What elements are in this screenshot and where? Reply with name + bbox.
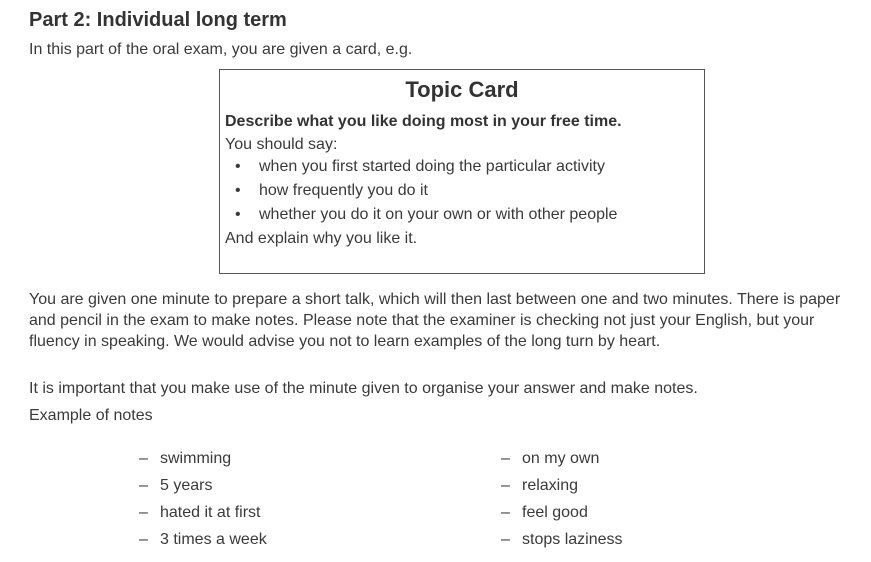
note-item [501, 504, 623, 531]
note-item [501, 477, 623, 504]
dash-icon: – [139, 504, 148, 521]
card-title: Topic Card [405, 77, 519, 102]
notes-list-left [139, 450, 267, 558]
note-text: on my own [522, 450, 600, 467]
card-should-say: You should say: [225, 136, 338, 153]
card-closing: And explain why you like it. [225, 230, 418, 247]
note-item [139, 450, 267, 477]
note-item [139, 504, 267, 531]
advice-paragraph: It is important that you make use of the minute given to organise your answer and make notes. [29, 380, 698, 397]
dash-icon: – [501, 477, 510, 494]
note-item [139, 477, 267, 504]
notes-list-right [501, 450, 623, 558]
dash-icon: – [501, 504, 510, 521]
dash-icon: – [139, 450, 148, 467]
instructions-paragraph: You are given one minute to prepare a short talk, which will then last between one and two minutes. There is paper and pencil in the exam to make notes. Please note that the examiner is checking not just your English, but your fluency in speaking. We would advise you not to learn examples of the long turn by heart. [29, 291, 841, 350]
card-bullet [235, 182, 699, 200]
notes-label: Example of notes [29, 407, 153, 424]
dash-icon: – [139, 531, 148, 548]
card-bullet-text: how frequently you do it [259, 182, 428, 199]
note-item [501, 450, 623, 477]
note-text: 5 years [160, 477, 213, 494]
dash-icon: – [501, 531, 510, 548]
card-bullet-text: whether you do it on your own or with other people [259, 206, 618, 223]
note-text: swimming [160, 450, 232, 467]
card-bullet [235, 158, 699, 176]
bullet-dot-icon: • [235, 182, 241, 199]
card-bullet [235, 206, 699, 224]
note-item [501, 531, 623, 558]
note-text: feel good [522, 504, 588, 521]
note-text: stops laziness [522, 531, 623, 548]
note-text: hated it at first [160, 504, 261, 521]
card-bullet-text: when you first started doing the particular activity [259, 158, 605, 175]
note-text: 3 times a week [160, 531, 267, 548]
note-item [139, 531, 267, 558]
card-instruction: Describe what you like doing most in your free time. [225, 113, 622, 130]
topic-card [219, 69, 705, 274]
dash-icon: – [501, 450, 510, 467]
bullet-dot-icon: • [235, 206, 241, 223]
intro-text: In this part of the oral exam, you are given a card, e.g. [29, 41, 413, 58]
card-bullet-list [225, 158, 699, 224]
note-text: relaxing [522, 477, 579, 494]
dash-icon: – [139, 477, 148, 494]
section-heading: Part 2: Individual long term [29, 9, 287, 31]
bullet-dot-icon: • [235, 158, 241, 175]
